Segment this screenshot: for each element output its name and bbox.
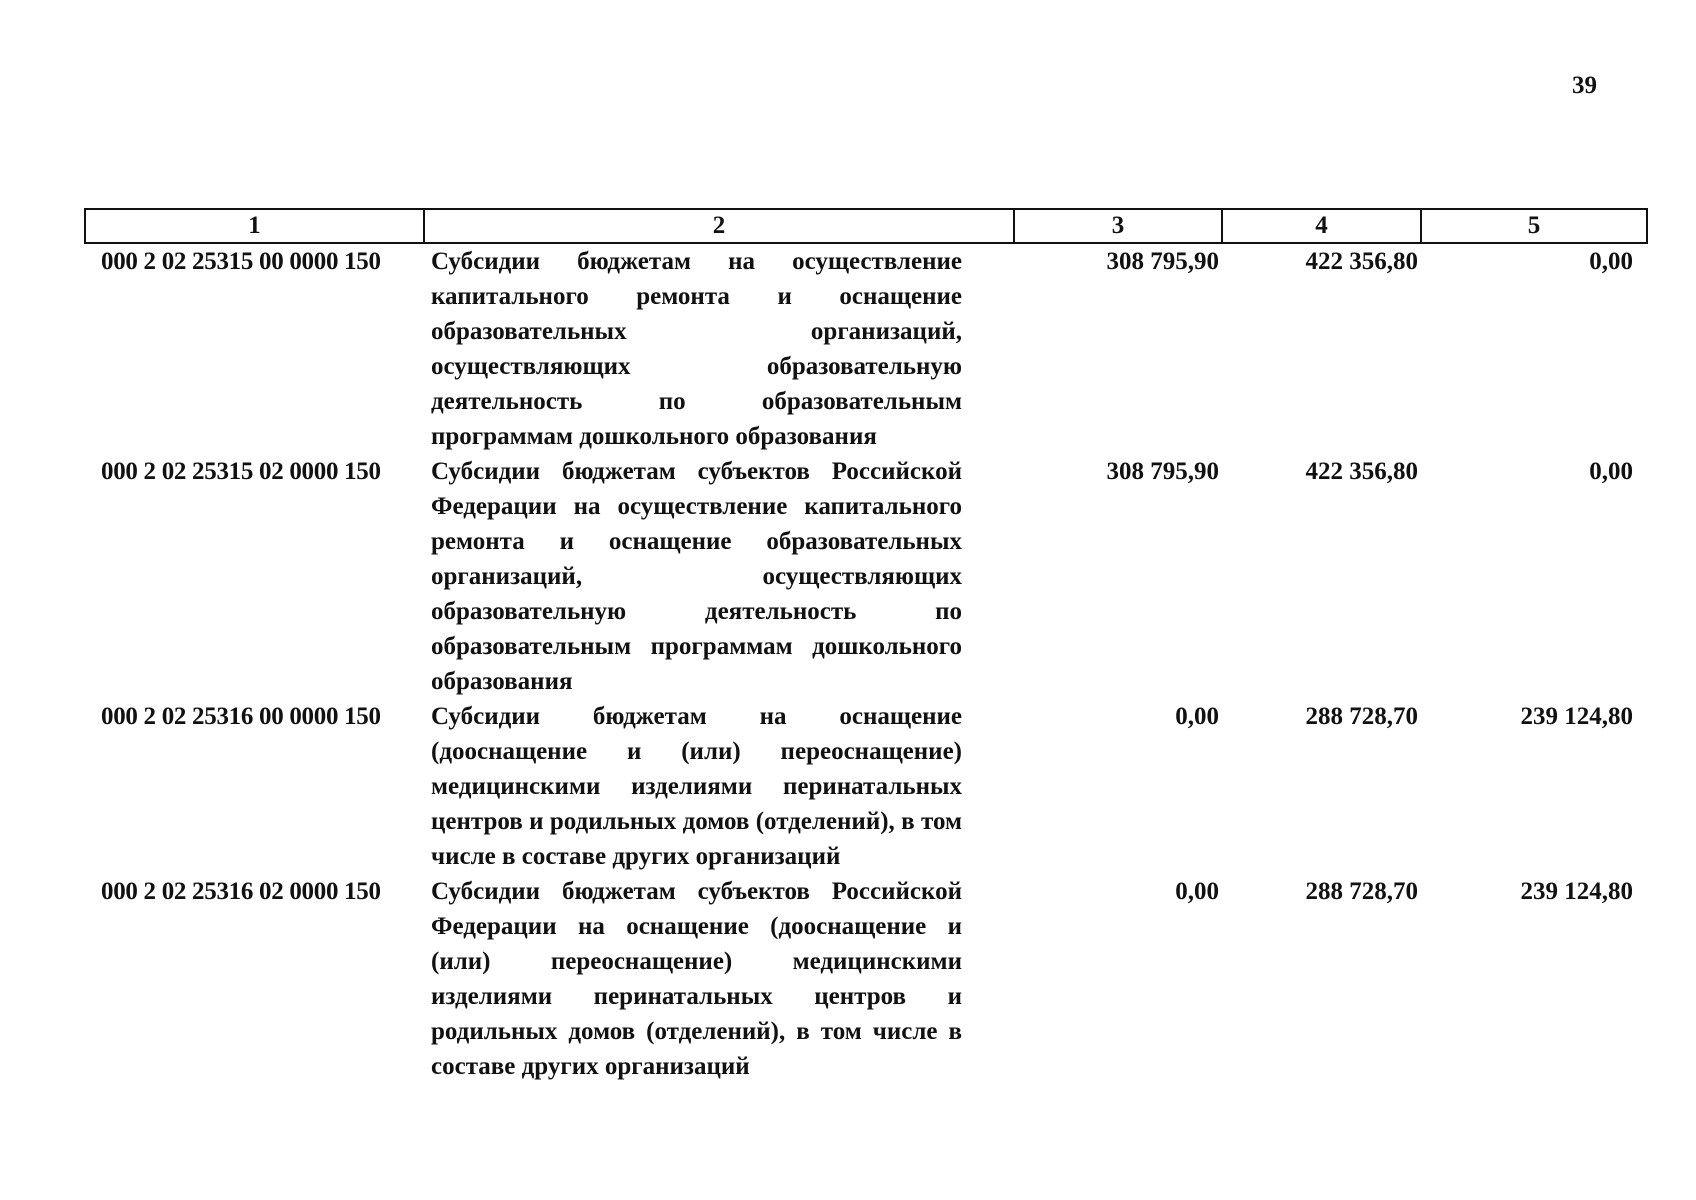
- header-row: [85, 209, 1647, 243]
- amount-col-3: 308 795,90: [1106, 458, 1219, 485]
- amount-col-3: 308 795,90: [1106, 248, 1219, 275]
- amount-col-3: 0,00: [1175, 878, 1219, 905]
- budget-code: 000 2 02 25316 00 0000 150: [101, 703, 381, 730]
- budget-code: 000 2 02 25316 02 0000 150: [101, 878, 381, 905]
- item-description: Субсидии бюджетам на осуществление капитального ремонта и оснащение образовательных организаций, осуществляющих образовательную деятельность по образовательным программам дошкольного образования: [431, 248, 962, 450]
- amount-col-5: 239 124,80: [1520, 878, 1633, 905]
- page-number: 39: [1572, 72, 1597, 99]
- amount-col-4: 288 728,70: [1305, 878, 1418, 905]
- table-header: [85, 209, 1647, 243]
- table-row: [85, 874, 1647, 1084]
- item-description: Субсидии бюджетам субъектов Российской Федерации на оснащение (дооснащение и (или) переоснащение) медицинскими изделиями перинатальных центров и родильных домов (отделений), в том числе в составе других организаций: [431, 878, 962, 1080]
- amount-col-4: 288 728,70: [1305, 703, 1418, 730]
- column-header-4: 4: [1222, 209, 1421, 243]
- amount-col-4: 422 356,80: [1305, 248, 1418, 275]
- column-header-1: 1: [85, 209, 424, 243]
- amount-col-5: 239 124,80: [1520, 703, 1633, 730]
- budget-code: 000 2 02 25315 02 0000 150: [101, 458, 381, 485]
- amount-col-3: 0,00: [1175, 703, 1219, 730]
- table-row: [85, 454, 1647, 699]
- amount-col-5: 0,00: [1589, 248, 1633, 275]
- amount-col-4: 422 356,80: [1305, 458, 1418, 485]
- budget-table: [84, 208, 1648, 1084]
- budget-code: 000 2 02 25315 00 0000 150: [101, 248, 381, 275]
- table-row: [85, 243, 1647, 454]
- item-description: Субсидии бюджетам субъектов Российской Федерации на осуществление капитального ремонта и оснащение образовательных организаций, осуществляющих образовательную деятельность по образовательным программам дошкольного образования: [431, 458, 962, 695]
- column-header-3: 3: [1014, 209, 1222, 243]
- column-header-2: 2: [424, 209, 1014, 243]
- table-body: [85, 243, 1647, 1084]
- column-header-5: 5: [1421, 209, 1647, 243]
- item-description: Субсидии бюджетам на оснащение (дооснащение и (или) переоснащение) медицинскими изделиями перинатальных центров и родильных домов (отделений), в том числе в составе других организаций: [431, 703, 962, 870]
- amount-col-5: 0,00: [1589, 458, 1633, 485]
- table-row: [85, 699, 1647, 874]
